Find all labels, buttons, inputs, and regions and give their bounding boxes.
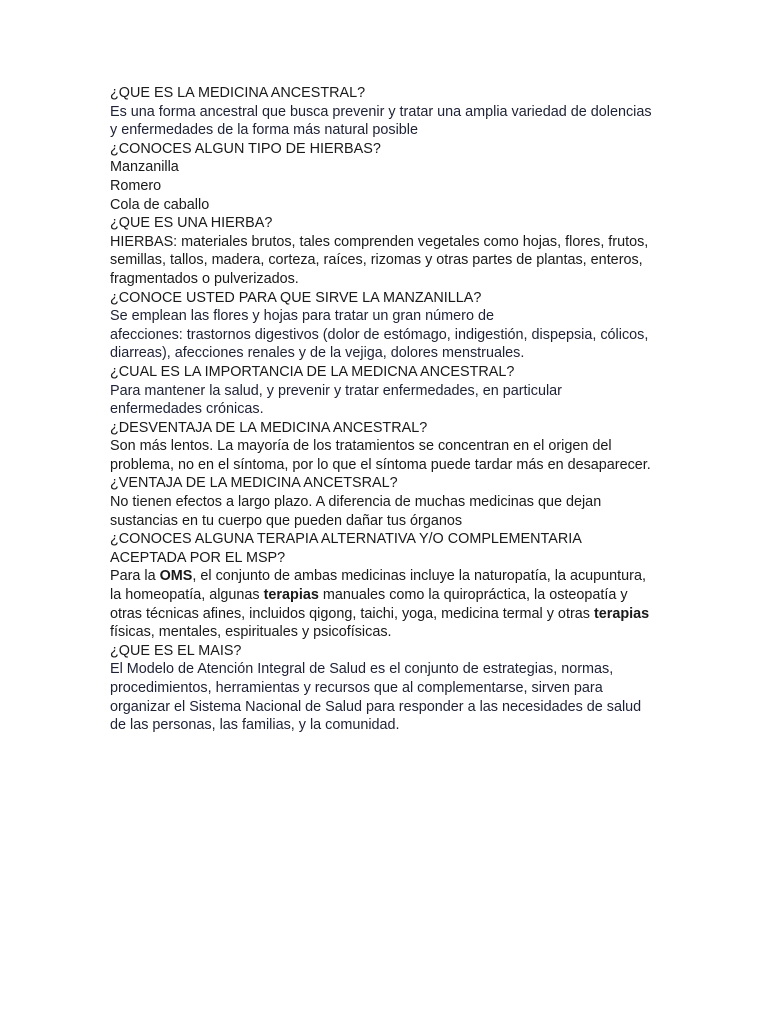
question-terapia-alternativa: ¿CONOCES ALGUNA TERAPIA ALTERNATIVA Y/O COMPLEMENTARIA ACEPTADA POR EL MSP? xyxy=(110,531,582,566)
question-importancia: ¿CUAL ES LA IMPORTANCIA DE LA MEDICNA ANCESTRAL? xyxy=(110,363,515,380)
answer-manzanilla xyxy=(110,307,655,363)
question-tipos-hierbas: ¿CONOCES ALGUN TIPO DE HIERBAS? xyxy=(110,140,381,157)
answer-manzanilla-line1: Se emplean las flores y hojas para tratar un gran número de xyxy=(110,308,494,325)
question-ventaja: ¿VENTAJA DE LA MEDICINA ANCETSRAL? xyxy=(110,475,398,492)
question-medicina-ancestral: ¿QUE ES LA MEDICINA ANCESTRAL? xyxy=(110,85,366,101)
answer-bold-terapias: terapias xyxy=(593,605,650,622)
herb-item: Manzanilla xyxy=(110,159,179,176)
question-que-es-hierba: ¿QUE ES UNA HIERBA? xyxy=(110,215,273,232)
answer-text: , el conjunto de ambas medicinas incluye la naturopatía, la acupuntura, la homeopatía, algunas xyxy=(110,568,646,604)
question-manzanilla: ¿CONOCE USTED PARA QUE SIRVE LA MANZANILLA? xyxy=(110,289,482,306)
herb-item: Cola de caballo xyxy=(110,196,210,213)
answer-manzanilla-rest: afecciones: trastornos digestivos (dolor de estómago, indigestión, dispepsia, cólicos, diarreas), afecciones renales y de la vejiga, dolores menstruales. xyxy=(110,326,649,362)
question-desventaja: ¿DESVENTAJA DE LA MEDICINA ANCESTRAL? xyxy=(110,419,428,436)
answer-ventaja: No tienen efectos a largo plazo. A diferencia de muchas medicinas que dejan sustancias en tu cuerpo que pueden dañar tus órganos xyxy=(110,494,602,529)
answer-desventaja: Son más lentos. La mayoría de los tratamientos se concentran en el origen del problema, no en el síntoma, por lo que el síntoma puede tardar más en desaparecer. xyxy=(110,438,651,473)
answer-text: físicas, mentales, espirituales y psicofísicas. xyxy=(110,624,392,641)
answer-importancia: Para mantener la salud, y prevenir y tratar enfermedades, en particular enfermedades crónicas. xyxy=(110,382,562,418)
answer-bold-terapias: terapias xyxy=(263,587,319,604)
answer-mais: El Modelo de Atención Integral de Salud es el conjunto de estrategias, normas, procedimientos, herramientas y recursos que al complementarse, sirven para organizar el Sistema Nacional de Salud para responder a las necesidades de salud de las personas, las familias, y la comunidad. xyxy=(110,661,642,734)
answer-text: manuales como la quiropráctica, la osteopatía y otras técnicas afines, incluidos qigong, taichi, yoga, medicina termal y otras xyxy=(110,587,628,622)
answer-que-es-hierba: HIERBAS: materiales brutos, tales comprenden vegetales como hojas, flores, frutos, semillas, tallos, madera, corteza, raíces, rizomas y otras partes de plantas, enteros, fragmentados o pulverizados. xyxy=(110,233,649,287)
herb-item: Romero xyxy=(110,177,162,194)
document-page xyxy=(110,84,655,735)
answer-bold-oms: OMS xyxy=(159,568,193,585)
question-mais: ¿QUE ES EL MAIS? xyxy=(110,642,242,659)
answer-medicina-ancestral: Es una forma ancestral que busca prevenir y tratar una amplia variedad de dolencias y enfermedades de la forma más natural posible xyxy=(110,103,652,139)
answer-terapia-alternativa xyxy=(110,567,655,641)
answer-text: Para la xyxy=(110,568,160,585)
